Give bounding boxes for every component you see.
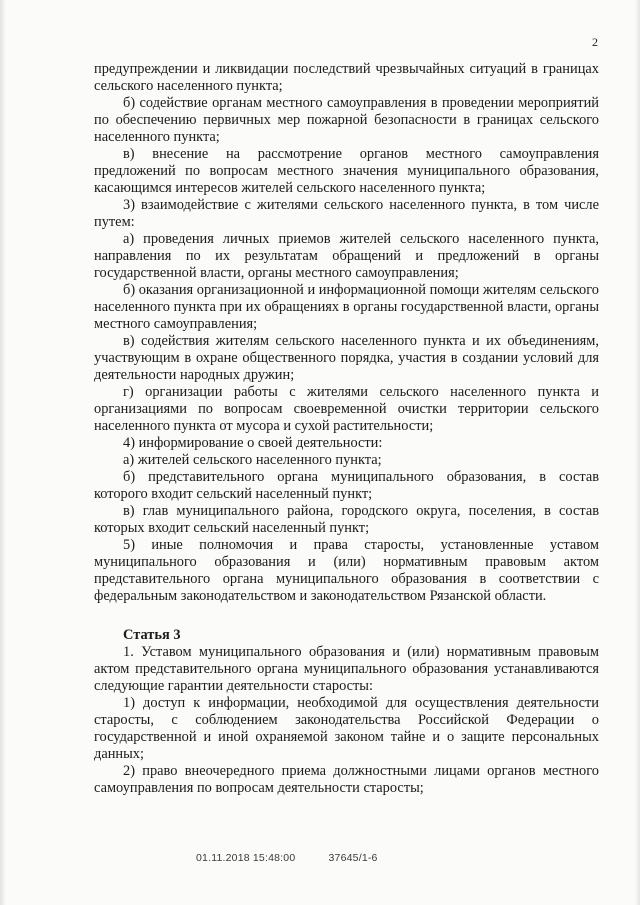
document-body (94, 61, 599, 797)
article-heading: Статья 3 (123, 627, 181, 643)
article-paragraph-1: 1. Уставом муниципального образования и (или) нормативным правовым актом представительного органа муниципального образования устанавливаются следующие гарантии деятельности старосты: (94, 644, 599, 694)
scan-shadow-right (635, 0, 640, 905)
article-item-1-access: 1) доступ к информации, необходимой для осуществления деятельности старосты, с соблюдением законодательства Российской Федерации о государственной и иной охраняемой законом тайне и о защите персональных данных; (94, 695, 599, 762)
paragraph-item-b-representative-body: б) представительного органа муниципального образования, в состав которого входит сельский населенный пункт; (94, 469, 599, 502)
paragraph-item-5-other-powers: 5) иные полномочия и права старосты, установленные уставом муниципального образования и (или) нормативным правовым актом представительного органа муниципального образования в соответствии с федеральным законодательством и законодательством Рязанской области. (94, 537, 599, 604)
paragraph-continuation: предупреждении и ликвидации последствий чрезвычайных ситуаций в границах сельского населенного пункта; (94, 61, 599, 94)
footer-timestamp: 01.11.2018 15:48:00 (196, 852, 296, 864)
paragraph-item-v-heads: в) глав муниципального района, городского округа, поселения, в состав которых входит сельский населенный пункт; (94, 503, 599, 536)
page-number: 2 (592, 35, 598, 49)
scan-shadow-left (0, 0, 6, 905)
paragraph-item-a-residents: а) жителей сельского населенного пункта; (123, 452, 382, 468)
paragraph-item-b-assistance: б) оказания организационной и информационной помощи жителям сельского населенного пункта при их обращениях в органы государственной власти, органы местного самоуправления; (94, 282, 599, 332)
document-footer (196, 852, 378, 864)
paragraph-item-g-cleaning: г) организации работы с жителями сельского населенного пункта и организациями по вопросам своевременной очистки территории сельского населенного пункта от мусора и сухой растительности; (94, 384, 599, 434)
paragraph-item-v-proposals: в) внесение на рассмотрение органов местного самоуправления предложений по вопросам местного значения муниципального образования, касающимся интересов жителей сельского населенного пункта; (94, 146, 599, 196)
paragraph-item-3-interaction: 3) взаимодействие с жителями сельского населенного пункта, в том числе путем: (94, 197, 599, 230)
paragraph-item-4-informing: 4) информирование о своей деятельности: (123, 435, 383, 451)
paragraph-item-a-receptions: а) проведения личных приемов жителей сельского населенного пункта, направления по их результатам обращений и предложений в органы государственной власти, органы местного самоуправления; (94, 231, 599, 281)
paragraph-item-v-public-order: в) содействия жителям сельского населенного пункта и их объединениям, участвующим в охране общественного порядка, участия в создании условий для деятельности народных дружин; (94, 333, 599, 383)
paragraph-item-b-fire-safety: б) содействие органам местного самоуправления в проведении мероприятий по обеспечению первичных мер пожарной безопасности в границах сельского населенного пункта; (94, 95, 599, 145)
article-item-2-reception: 2) право внеочередного приема должностными лицами органов местного самоуправления по вопросам деятельности старосты; (94, 763, 599, 796)
footer-document-code: 37645/1-6 (328, 852, 378, 864)
